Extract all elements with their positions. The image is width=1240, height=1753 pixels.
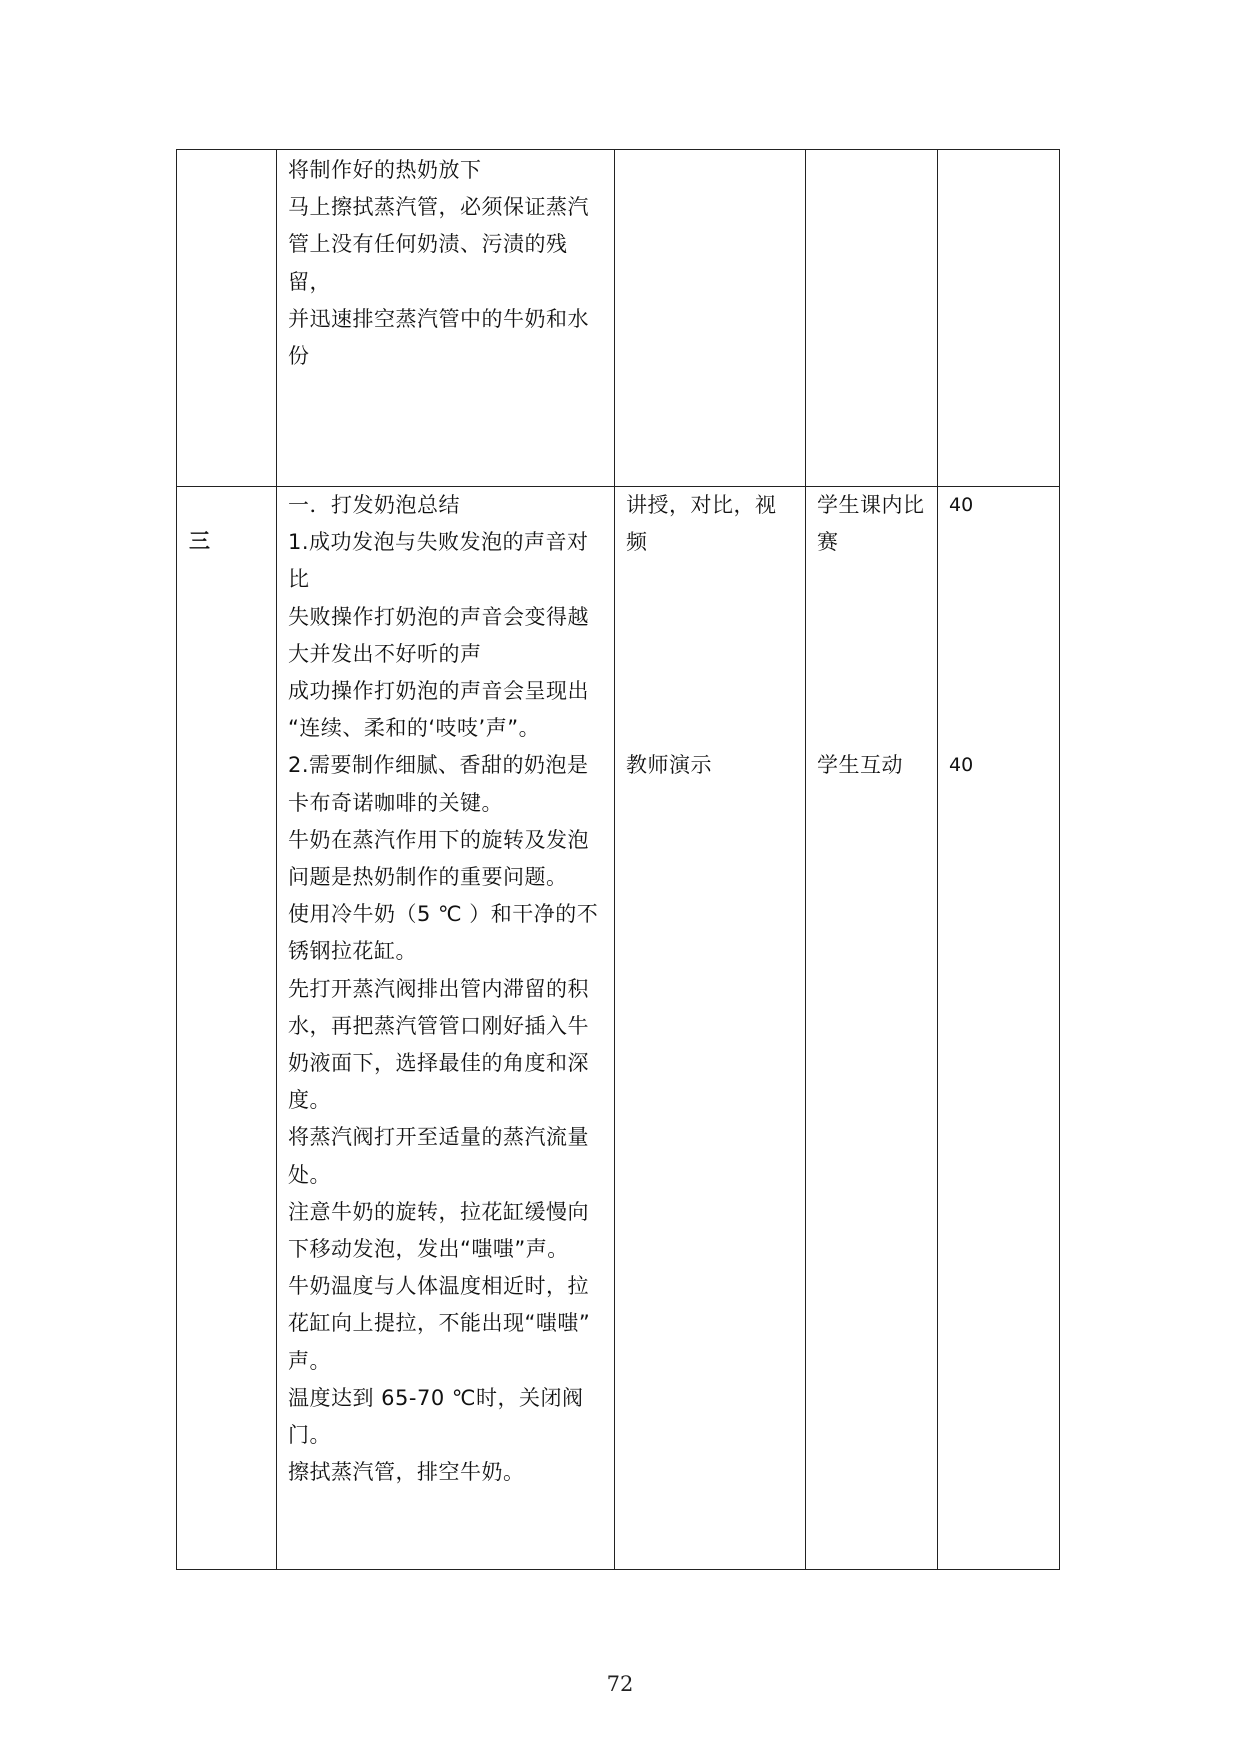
content-line: 将制作好的热奶放下	[288, 158, 482, 182]
content-line: 1.成功发泡与失败发泡的声音对	[288, 530, 589, 555]
method-cell	[615, 150, 806, 487]
content-line: 先打开蒸汽阀排出管内滞留的积	[288, 976, 589, 1001]
content-line: 注意牛奶的旋转，拉花缸缓慢向	[288, 1199, 589, 1224]
section-label: 三	[189, 529, 211, 553]
method-2: 教师演示	[626, 753, 712, 777]
content-line: 温度达到 65-70 ℃时，关闭阀门。	[288, 1385, 584, 1448]
content-line: 2.需要制作细腻、香甜的奶泡是	[288, 753, 589, 778]
content-line: 比	[288, 567, 310, 592]
content-line: 大并发出不好听的声	[288, 641, 482, 666]
content-cell	[277, 487, 615, 1570]
content-line: 牛奶温度与人体温度相近时，拉	[288, 1274, 589, 1299]
content-line: 奶液面下，选择最佳的角度和深	[288, 1051, 589, 1076]
content-line: 擦拭蒸汽管，排空牛奶。	[288, 1460, 525, 1485]
content-line: 度。	[288, 1088, 331, 1113]
content-line: 将蒸汽阀打开至适量的蒸汽流量	[288, 1125, 589, 1150]
activity-1: 学生课内比 赛	[817, 493, 925, 555]
minutes-1: 40	[949, 494, 974, 516]
section-cell	[177, 487, 277, 1570]
content-line: “连续、柔和的‘吱吱’声”。	[288, 716, 541, 741]
minutes-2: 40	[949, 754, 974, 776]
content-line: 牛奶在蒸汽作用下的旋转及发泡	[288, 827, 589, 852]
section-cell	[177, 150, 277, 487]
content-line: 处。	[288, 1162, 331, 1187]
content-line: 马上擦拭蒸汽管，必须保证蒸汽	[288, 195, 589, 220]
content-cell	[277, 150, 615, 487]
content-line: 锈钢拉花缸。	[288, 939, 417, 964]
content-line: 一．打发奶泡总结	[288, 493, 460, 517]
table-row	[177, 487, 1060, 1570]
content-line: 管上没有任何奶渍、污渍的残留，	[288, 232, 568, 294]
minutes-cell	[938, 487, 1060, 1570]
table-row	[177, 150, 1060, 487]
lesson-plan-table	[176, 149, 1060, 1570]
content-line: 声。	[288, 1348, 331, 1373]
content-line: 失败操作打奶泡的声音会变得越	[288, 604, 589, 629]
content-line: 卡布奇诺咖啡的关键。	[288, 790, 503, 815]
content-line: 水，再把蒸汽管管口刚好插入牛	[288, 1013, 589, 1038]
activity-2: 学生互动	[817, 753, 903, 777]
activity-cell	[806, 150, 938, 487]
content-line: 下移动发泡，发出“嗤嗤”声。	[288, 1237, 569, 1262]
minutes-cell	[938, 150, 1060, 487]
page-number: 72	[606, 1672, 634, 1696]
content-line: 份	[288, 344, 310, 369]
content-line: 并迅速排空蒸汽管中的牛奶和水	[288, 306, 589, 331]
content-line: 成功操作打奶泡的声音会呈现出	[288, 679, 589, 704]
content-line: 使用冷牛奶（5 ℃ ）和干净的不	[288, 902, 599, 927]
method-cell	[615, 487, 806, 1570]
method-1: 讲授，对比，视频	[626, 493, 777, 555]
content-line: 问题是热奶制作的重要问题。	[288, 865, 568, 890]
activity-cell	[806, 487, 938, 1570]
content-line: 花缸向上提拉，不能出现“嗤嗤”	[288, 1311, 591, 1336]
